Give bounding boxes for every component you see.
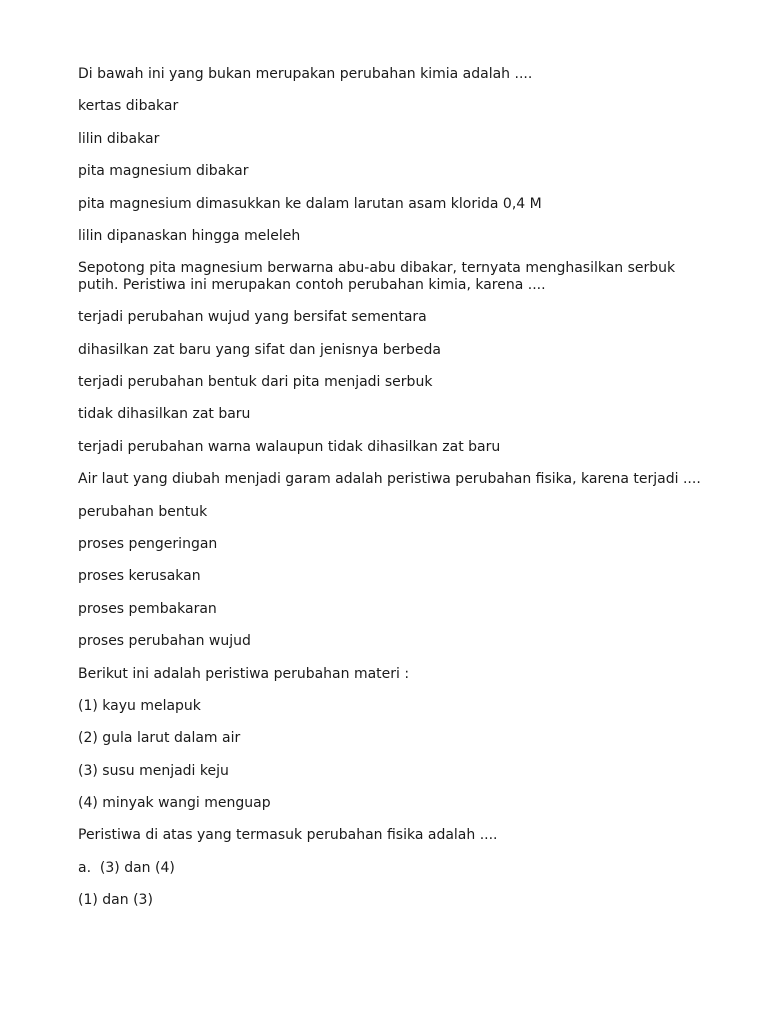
q3-option-5: proses perubahan wujud: [78, 633, 251, 650]
q4-item-4: (4) minyak wangi menguap: [78, 795, 271, 812]
q2-option-4: tidak dihasilkan zat baru: [78, 406, 251, 423]
q2-option-3: terjadi perubahan bentuk dari pita menjadi serbuk: [78, 374, 433, 391]
q4-option-1: a. (3) dan (4): [78, 859, 175, 876]
q1-option-3: pita magnesium dibakar: [78, 163, 249, 180]
q4-item-3: (3) susu menjadi keju: [78, 762, 229, 779]
q1-option-4: pita magnesium dimasukkan ke dalam larutan asam klorida 0,4 M: [78, 195, 542, 212]
document-body: [78, 66, 718, 925]
q1-option-2: lilin dibakar: [78, 130, 160, 147]
q4-item-2: (2) gula larut dalam air: [78, 730, 241, 747]
question-1: Di bawah ini yang bukan merupakan perubahan kimia adalah ....: [78, 66, 533, 82]
question-4-intro: Berikut ini adalah peristiwa perubahan materi :: [78, 665, 410, 682]
q2-option-5: terjadi perubahan warna walaupun tidak dihasilkan zat baru: [78, 438, 501, 455]
q4-item-1: (1) kayu melapuk: [78, 697, 201, 714]
q1-option-1: kertas dibakar: [78, 98, 179, 115]
q4-option-2: (1) dan (3): [78, 892, 153, 909]
question-2: Sepotong pita magnesium berwarna abu-abu dibakar, ternyata menghasilkan serbuk putih. Peristiwa ini merupakan contoh perubahan kimia, karena ....: [78, 260, 680, 293]
q1-option-5: lilin dipanaskan hingga meleleh: [78, 227, 301, 244]
q2-option-2: dihasilkan zat baru yang sifat dan jenisnya berbeda: [78, 341, 441, 358]
q3-option-3: proses kerusakan: [78, 568, 201, 585]
q2-option-1: terjadi perubahan wujud yang bersifat sementara: [78, 309, 427, 326]
q3-option-4: proses pembakaran: [78, 600, 217, 617]
question-3: Air laut yang diubah menjadi garam adalah peristiwa perubahan fisika, karena terjadi ....: [78, 471, 701, 488]
q3-option-2: proses pengeringan: [78, 535, 218, 552]
question-4: Peristiwa di atas yang termasuk perubahan fisika adalah ....: [78, 827, 498, 844]
q3-option-1: perubahan bentuk: [78, 503, 208, 520]
